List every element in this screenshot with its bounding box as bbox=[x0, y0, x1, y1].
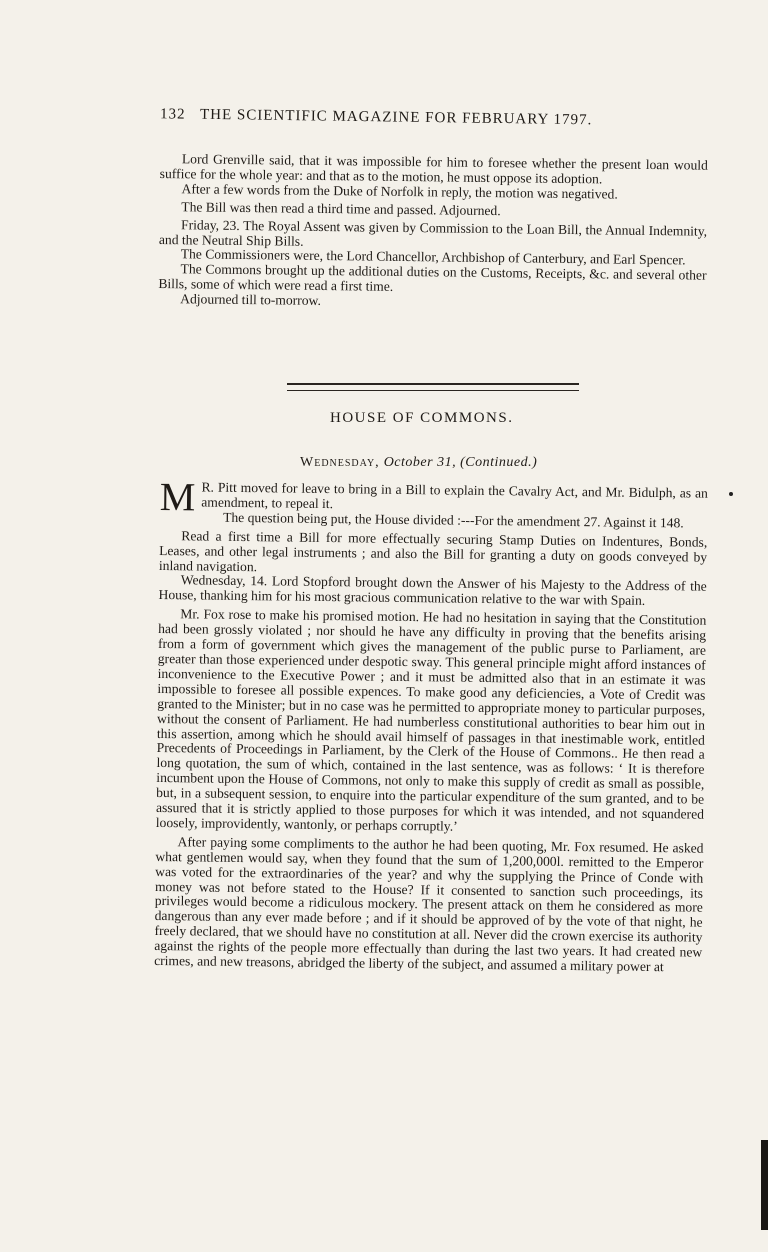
section-divider bbox=[287, 383, 579, 391]
section-subheading bbox=[300, 455, 537, 471]
subheading-day: Wednesday, bbox=[300, 455, 380, 470]
top-section bbox=[158, 152, 708, 314]
paragraph: After a few words from the Duke of Norfolk in reply, the motion was negatived. bbox=[181, 181, 618, 202]
paragraph: The question being put, the House divided :---For the amendment 27. Against it 148. bbox=[223, 509, 684, 531]
paragraph: The Commons brought up the additional duties on the Customs, Receipts, &c. and several other Bills, some of which were read a first time. bbox=[158, 261, 707, 295]
paragraph: Wednesday, 14. Lord Stopford brought down the Answer of his Majesty to the Address of the House, thanking him for his most gracious communication relative to the war with Spain. bbox=[158, 572, 707, 609]
page-number: 132 bbox=[159, 106, 186, 123]
paragraph: Lord Grenville said, that it was impossible for him to foresee whether the present loan would suffice for the whole year: and that as to the motion, he must oppose its adoption. bbox=[159, 151, 708, 187]
paragraph: The Bill was then read a third time and passed. Adjourned. bbox=[181, 198, 501, 218]
paragraph: Mr. Fox rose to make his promised motion. He had no hesitation in saying that the Constitution had been grossly violated ; nor should he have any difficulty in proving that the benefits arising from a form of government which gives the management of the public purse to Parliament, are greater than those experienced under despotic sway. This general principle might afford instances of inconvenience to the Executive Power ; and it must be admitted also that in an estimate it was impossible to foresee all possible expences. To make good any deficiencies, a Vote of Credit was granted to the Minister; but in no case was he permitted to appropriate money to particular purposes, without the consent of Parliament. He had numberless constitutional authorities to bear him out in this assertion, among which he should avail himself of passages in that inestimable work, entitled Precedents of Proceedings in Parliament, by the Clerk of the House of Commons.. He then read a long quotation, the sum of which, contained in the last sentence, was as follows: ‘ It is therefore incumbent upon the House of Commons, not only to make this supply of credit as small as possible, but, in a subsequent session, to enquire into the particular expenditure of the sum granted, and to be assured that it is strictly applied to those purposes for which it was intended, and not squandered loosely, improvidently, wantonly, or perhaps corruptly.’ bbox=[155, 606, 707, 834]
paragraph: After paying some compliments to the author he had been quoting, Mr. Fox resumed. He asked what gentlemen would say, when they found that the sum of 1,200,000l. remitted to the Emperor was voted for the extraordinaries of the year? and why the supplying the Prince of Conde with money was not before stated to the House? If it consented to sanction such proceedings, its privileges would become a ridiculous mockery. The present attack on them he considered as more dangerous than any ever made before ; and if it should be approved of by the vote of that night, he freely declared, that we should have no constitution at all. Never did the crown exercise its authority against the rights of the people more effectually than during the last two years. It had created new crimes, and new treasons, abridged the liberty of the subject, and assumed a military power at bbox=[154, 834, 704, 975]
section-heading: HOUSE OF COMMONS. bbox=[330, 410, 514, 426]
paragraph-text: R. Pitt moved for leave to bring in a Bill to explain the Cavalry Act, and Mr. Bidulph, as an amendment, to repeal it. bbox=[201, 479, 708, 512]
subheading-date: October 31, bbox=[383, 455, 457, 470]
paragraph: Adjourned till to-morrow. bbox=[180, 291, 321, 309]
paragraph: The Commissioners were, the Lord Chancellor, Archbishop of Canterbury, and Earl Spencer. bbox=[180, 246, 686, 268]
drop-cap: M bbox=[159, 474, 196, 520]
paragraph: Friday, 23. The Royal Assent was given by Commission to the Loan Bill, the Annual Indemnity, and the Neutral Ship Bills. bbox=[158, 216, 708, 249]
paragraph: Read a first time a Bill for more effectually securing Stamp Duties on Indentures, Bonds, Leases, and other legal instruments ; and also the Bill for granting a duty on goods conveyed by inland navigation. bbox=[158, 527, 708, 574]
running-header bbox=[160, 106, 700, 131]
running-title: THE SCIENTIFIC MAGAZINE FOR FEBRUARY 1797. bbox=[199, 106, 593, 129]
subheading-note: (Continued.) bbox=[460, 455, 538, 470]
page-edge-shadow bbox=[761, 1140, 768, 1230]
margin-mark bbox=[729, 492, 733, 496]
main-section bbox=[154, 474, 708, 976]
